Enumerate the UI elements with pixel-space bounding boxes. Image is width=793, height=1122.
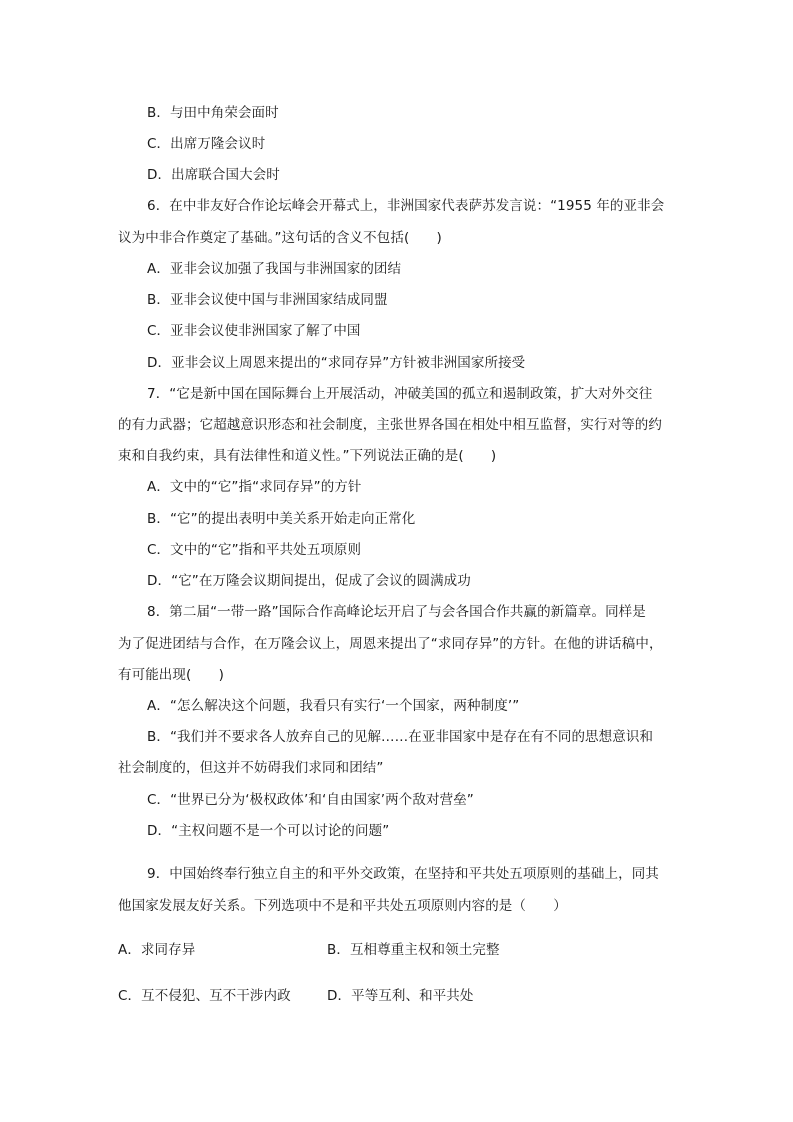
q9-option-a: A．求同存异 (118, 942, 196, 958)
q9-option-b: B．互相尊重主权和领土完整 (327, 942, 500, 958)
q9-stem-line1: 9．中国始终奉行独立自主的和平外交政策，在坚持和平共处五项原则的基础上，同其 (147, 866, 659, 882)
q8-option-a: A．“怎么解决这个问题，我看只有实行‘一个国家，两种制度’” (147, 698, 520, 714)
q6-option-d: D．亚非会议上周恩来提出的“求同存异”方针被非洲国家所接受 (147, 355, 526, 371)
q8-stem-line3: 有可能出现( ) (118, 667, 224, 683)
q7-stem-line1: 7．“它是新中国在国际舞台上开展活动，冲破美国的孤立和遏制政策，扩大对外交往 (147, 386, 653, 402)
q6-option-a: A．亚非会议加强了我国与非洲国家的团结 (147, 261, 402, 277)
q7-option-a: A．文中的“它”指“求同存异”的方针 (147, 479, 362, 495)
q8-option-b-line1: B．“我们并不要求各人放弃自己的见解……在亚非国家中是存在有不同的思想意识和 (147, 729, 654, 745)
q8-option-c: C．“世界已分为‘极权政体’和‘自由国家’两个敌对营垒” (147, 792, 474, 808)
prev-option-c: C．出席万隆会议时 (147, 136, 266, 152)
q6-stem-line2: 议为中非合作奠定了基础。”这句话的含义不包括( ) (118, 230, 442, 246)
q7-stem-line3: 束和自我约束，具有法律性和道义性。”下列说法正确的是( ) (118, 448, 497, 464)
q9-stem-line2: 他国家发展友好关系。下列选项中不是和平共处五项原则内容的是（ ） (118, 898, 567, 914)
q7-option-d: D．“它”在万隆会议期间提出，促成了会议的圆满成功 (147, 573, 471, 589)
q9-option-d: D．平等互利、和平共处 (327, 988, 474, 1004)
q8-stem-line1: 8．第二届“一带一路”国际合作高峰论坛开启了与会各国合作共赢的新篇章。同样是 (147, 604, 646, 620)
q8-option-d: D．“主权问题不是一个可以讨论的问题” (147, 823, 390, 839)
q9-option-c: C．互不侵犯、互不干涉内政 (118, 988, 291, 1004)
prev-option-d: D．出席联合国大会时 (147, 167, 280, 183)
q6-option-b: B．亚非会议使中国与非洲国家结成同盟 (147, 292, 388, 308)
q6-option-c: C．亚非会议使非洲国家了解了中国 (147, 323, 361, 339)
q8-stem-line2: 为了促进团结与合作，在万隆会议上，周恩来提出了“求同存异”的方针。在他的讲话稿中， (118, 636, 663, 652)
q8-option-b-line2: 社会制度的，但这并不妨碍我们求同和团结” (118, 760, 384, 776)
q6-stem-line1: 6．在中非友好合作论坛峰会开幕式上，非洲国家代表萨苏发言说：“1955 年的亚非会 (147, 198, 665, 214)
q7-stem-line2: 的有力武器；它超越意识形态和社会制度，主张世界各国在相处中相互监督，实行对等的约 (118, 417, 662, 433)
prev-option-b: B．与田中角荣会面时 (147, 105, 279, 121)
q7-option-c: C．文中的“它”指和平共处五项原则 (147, 542, 362, 558)
q7-option-b: B．“它”的提出表明中美关系开始走向正常化 (147, 511, 416, 527)
